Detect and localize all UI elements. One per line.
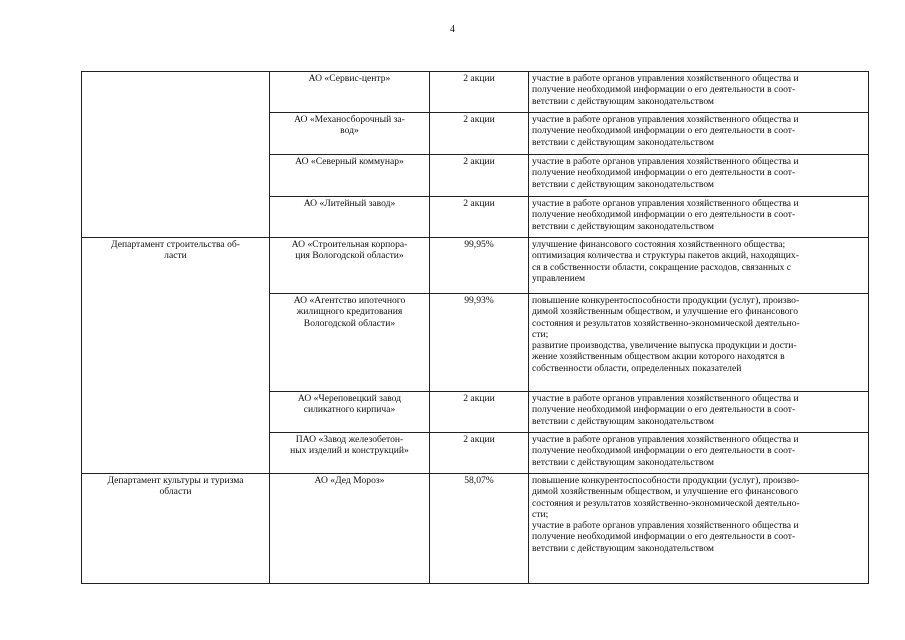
organization-cell-line: ных изделий и конструкций» [290, 445, 409, 457]
share-cell: 2 акции [430, 197, 529, 238]
organization-cell-line: АО «Агентство ипотечного [293, 295, 406, 306]
table-row [82, 72, 869, 113]
organization-cell [270, 474, 430, 584]
goal-cell-line: повышение конкурентоспособности продукции (услуг), произво- [532, 295, 800, 306]
organization-cell-line: жилищного кредитования [296, 306, 403, 318]
organization-cell [270, 294, 430, 392]
goal-cell-line: участие в работе органов управления хозяйственного общества и [532, 156, 799, 167]
goal-cell [529, 433, 869, 474]
department-cell [82, 155, 270, 197]
table-row [82, 197, 869, 238]
goal-cell [529, 155, 869, 197]
goal-cell-line: ветствии с действующим законодательством [532, 542, 715, 554]
goal-cell-line: ветствии с действующим законодательством [532, 136, 715, 148]
goal-cell-line: повышение конкурентоспособности продукции (услуг), произво- [532, 475, 800, 486]
goal-cell [529, 113, 869, 155]
goal-cell-line: получение необходимой информации о его деятельности в соот- [532, 84, 796, 96]
organization-cell [270, 197, 430, 238]
goal-cell-line: димой хозяйственным обществом, и улучшение его финансового [532, 486, 799, 498]
goal-cell-line: получение необходимой информации о его деятельности в соот- [532, 531, 796, 543]
goal-cell-line: участие в работе органов управления хозяйственного общества и [532, 114, 799, 125]
goal-cell-line: участие в работе органов управления хозяйственного общества и [532, 198, 799, 209]
share-cell: 99,95% [430, 238, 529, 294]
goal-cell-line: получение необходимой информации о его деятельности в соот- [532, 445, 796, 457]
table-row [82, 238, 869, 294]
goal-cell-line: получение необходимой информации о его деятельности в соот- [532, 167, 796, 179]
organization-cell-line: вод» [340, 125, 359, 137]
goal-cell-line: получение необходимой информации о его деятельности в соот- [532, 404, 796, 416]
organization-cell-line: АО «Строительная корпора- [291, 239, 408, 250]
goal-cell-line: состояния и результатов хозяйственно-экономической деятельно- [532, 317, 800, 329]
table-row [82, 433, 869, 474]
goal-cell-line: получение необходимой информации о его деятельности в соот- [532, 209, 796, 221]
goal-cell-line: ветствии с действующим законодательством [532, 95, 715, 107]
department-cell-line: Департамент культуры и туризма [107, 475, 244, 486]
organization-cell-line: ция Вологодской области» [295, 250, 404, 262]
organization-cell-line: АО «Северный коммунар» [295, 156, 404, 167]
goal-cell-line: состояния и результатов хозяйственно-экономической деятельно- [532, 497, 800, 509]
department-cell-line: области [159, 486, 192, 498]
goal-cell-line: сти; [532, 508, 549, 520]
goal-cell-line: участие в работе органов управления хозяйственного общества и [532, 73, 799, 84]
organization-cell [270, 72, 430, 113]
goal-cell-line: улучшение финансового состояния хозяйственного общества; [532, 239, 786, 250]
organization-cell-line: силикатного кирпича» [303, 404, 396, 416]
goal-cell-line: участие в работе органов управления хозяйственного общества и [532, 393, 799, 404]
table-row [82, 155, 869, 197]
organization-cell-line: АО «Череповецкий завод [297, 393, 402, 404]
organization-cell-line: АО «Сервис-центр» [308, 73, 391, 84]
shareholding-table [81, 71, 869, 584]
share-cell: 2 акции [430, 433, 529, 474]
department-cell-line: ласти [164, 250, 187, 262]
organization-cell [270, 238, 430, 294]
share-cell: 2 акции [430, 392, 529, 433]
share-cell: 2 акции [430, 155, 529, 197]
share-cell: 2 акции [430, 113, 529, 155]
share-cell: 58,07% [430, 474, 529, 584]
goal-cell-line: управлением [532, 272, 586, 284]
department-cell [82, 197, 270, 238]
goal-cell-line: сти; [532, 328, 549, 340]
goal-cell [529, 238, 869, 294]
table-row [82, 113, 869, 155]
goal-cell-line: жение хозяйственным обществом акции которого находятся в [532, 351, 785, 363]
department-cell [82, 474, 270, 584]
goal-cell-line: участие в работе органов управления хозяйственного общества и [532, 520, 799, 532]
organization-cell [270, 433, 430, 474]
department-cell [82, 433, 270, 474]
goal-cell-line: собственности области, определенных показателей [532, 362, 742, 374]
goal-cell-line: ся в собственности области, сокращение расходов, связанных с [532, 261, 792, 273]
goal-cell-line: ветствии с действующим законодательством [532, 415, 715, 427]
share-cell: 2 акции [430, 72, 529, 113]
department-cell [82, 113, 270, 155]
share-cell: 99,93% [430, 294, 529, 392]
organization-cell-line: Вологодской области» [303, 317, 396, 329]
organization-cell [270, 392, 430, 433]
goal-cell-line: ветствии с действующим законодательством [532, 178, 715, 190]
table-row [82, 294, 869, 392]
department-cell [82, 294, 270, 392]
goal-cell [529, 392, 869, 433]
organization-cell-line: АО «Дед Мороз» [314, 475, 385, 486]
organization-cell-line: ПАО «Завод железобетон- [295, 434, 404, 445]
page-number: 4 [450, 24, 455, 35]
goal-cell [529, 72, 869, 113]
department-cell-line: Департамент строительства об- [111, 239, 240, 250]
organization-cell [270, 155, 430, 197]
goal-cell [529, 197, 869, 238]
table-row [82, 474, 869, 584]
goal-cell [529, 294, 869, 392]
goal-cell-line: участие в работе органов управления хозяйственного общества и [532, 434, 799, 445]
organization-cell-line: АО «Механосборочный за- [294, 114, 405, 125]
table-row [82, 392, 869, 433]
department-cell [82, 238, 270, 294]
table-body [82, 72, 869, 584]
department-cell [82, 392, 270, 433]
organization-cell-line: АО «Литейный завод» [303, 198, 396, 209]
goal-cell-line: ветствии с действующим законодательством [532, 220, 715, 232]
goal-cell-line: получение необходимой информации о его деятельности в соот- [532, 125, 796, 137]
goal-cell-line: ветствии с действующим законодательством [532, 456, 715, 468]
organization-cell [270, 113, 430, 155]
goal-cell-line: димой хозяйственным обществом, и улучшение его финансового [532, 306, 799, 318]
goal-cell [529, 474, 869, 584]
department-cell [82, 72, 270, 113]
goal-cell-line: оптимизация количества и структуры пакетов акций, находящих- [532, 250, 799, 262]
goal-cell-line: развитие производства, увеличение выпуска продукции и дости- [532, 340, 797, 352]
